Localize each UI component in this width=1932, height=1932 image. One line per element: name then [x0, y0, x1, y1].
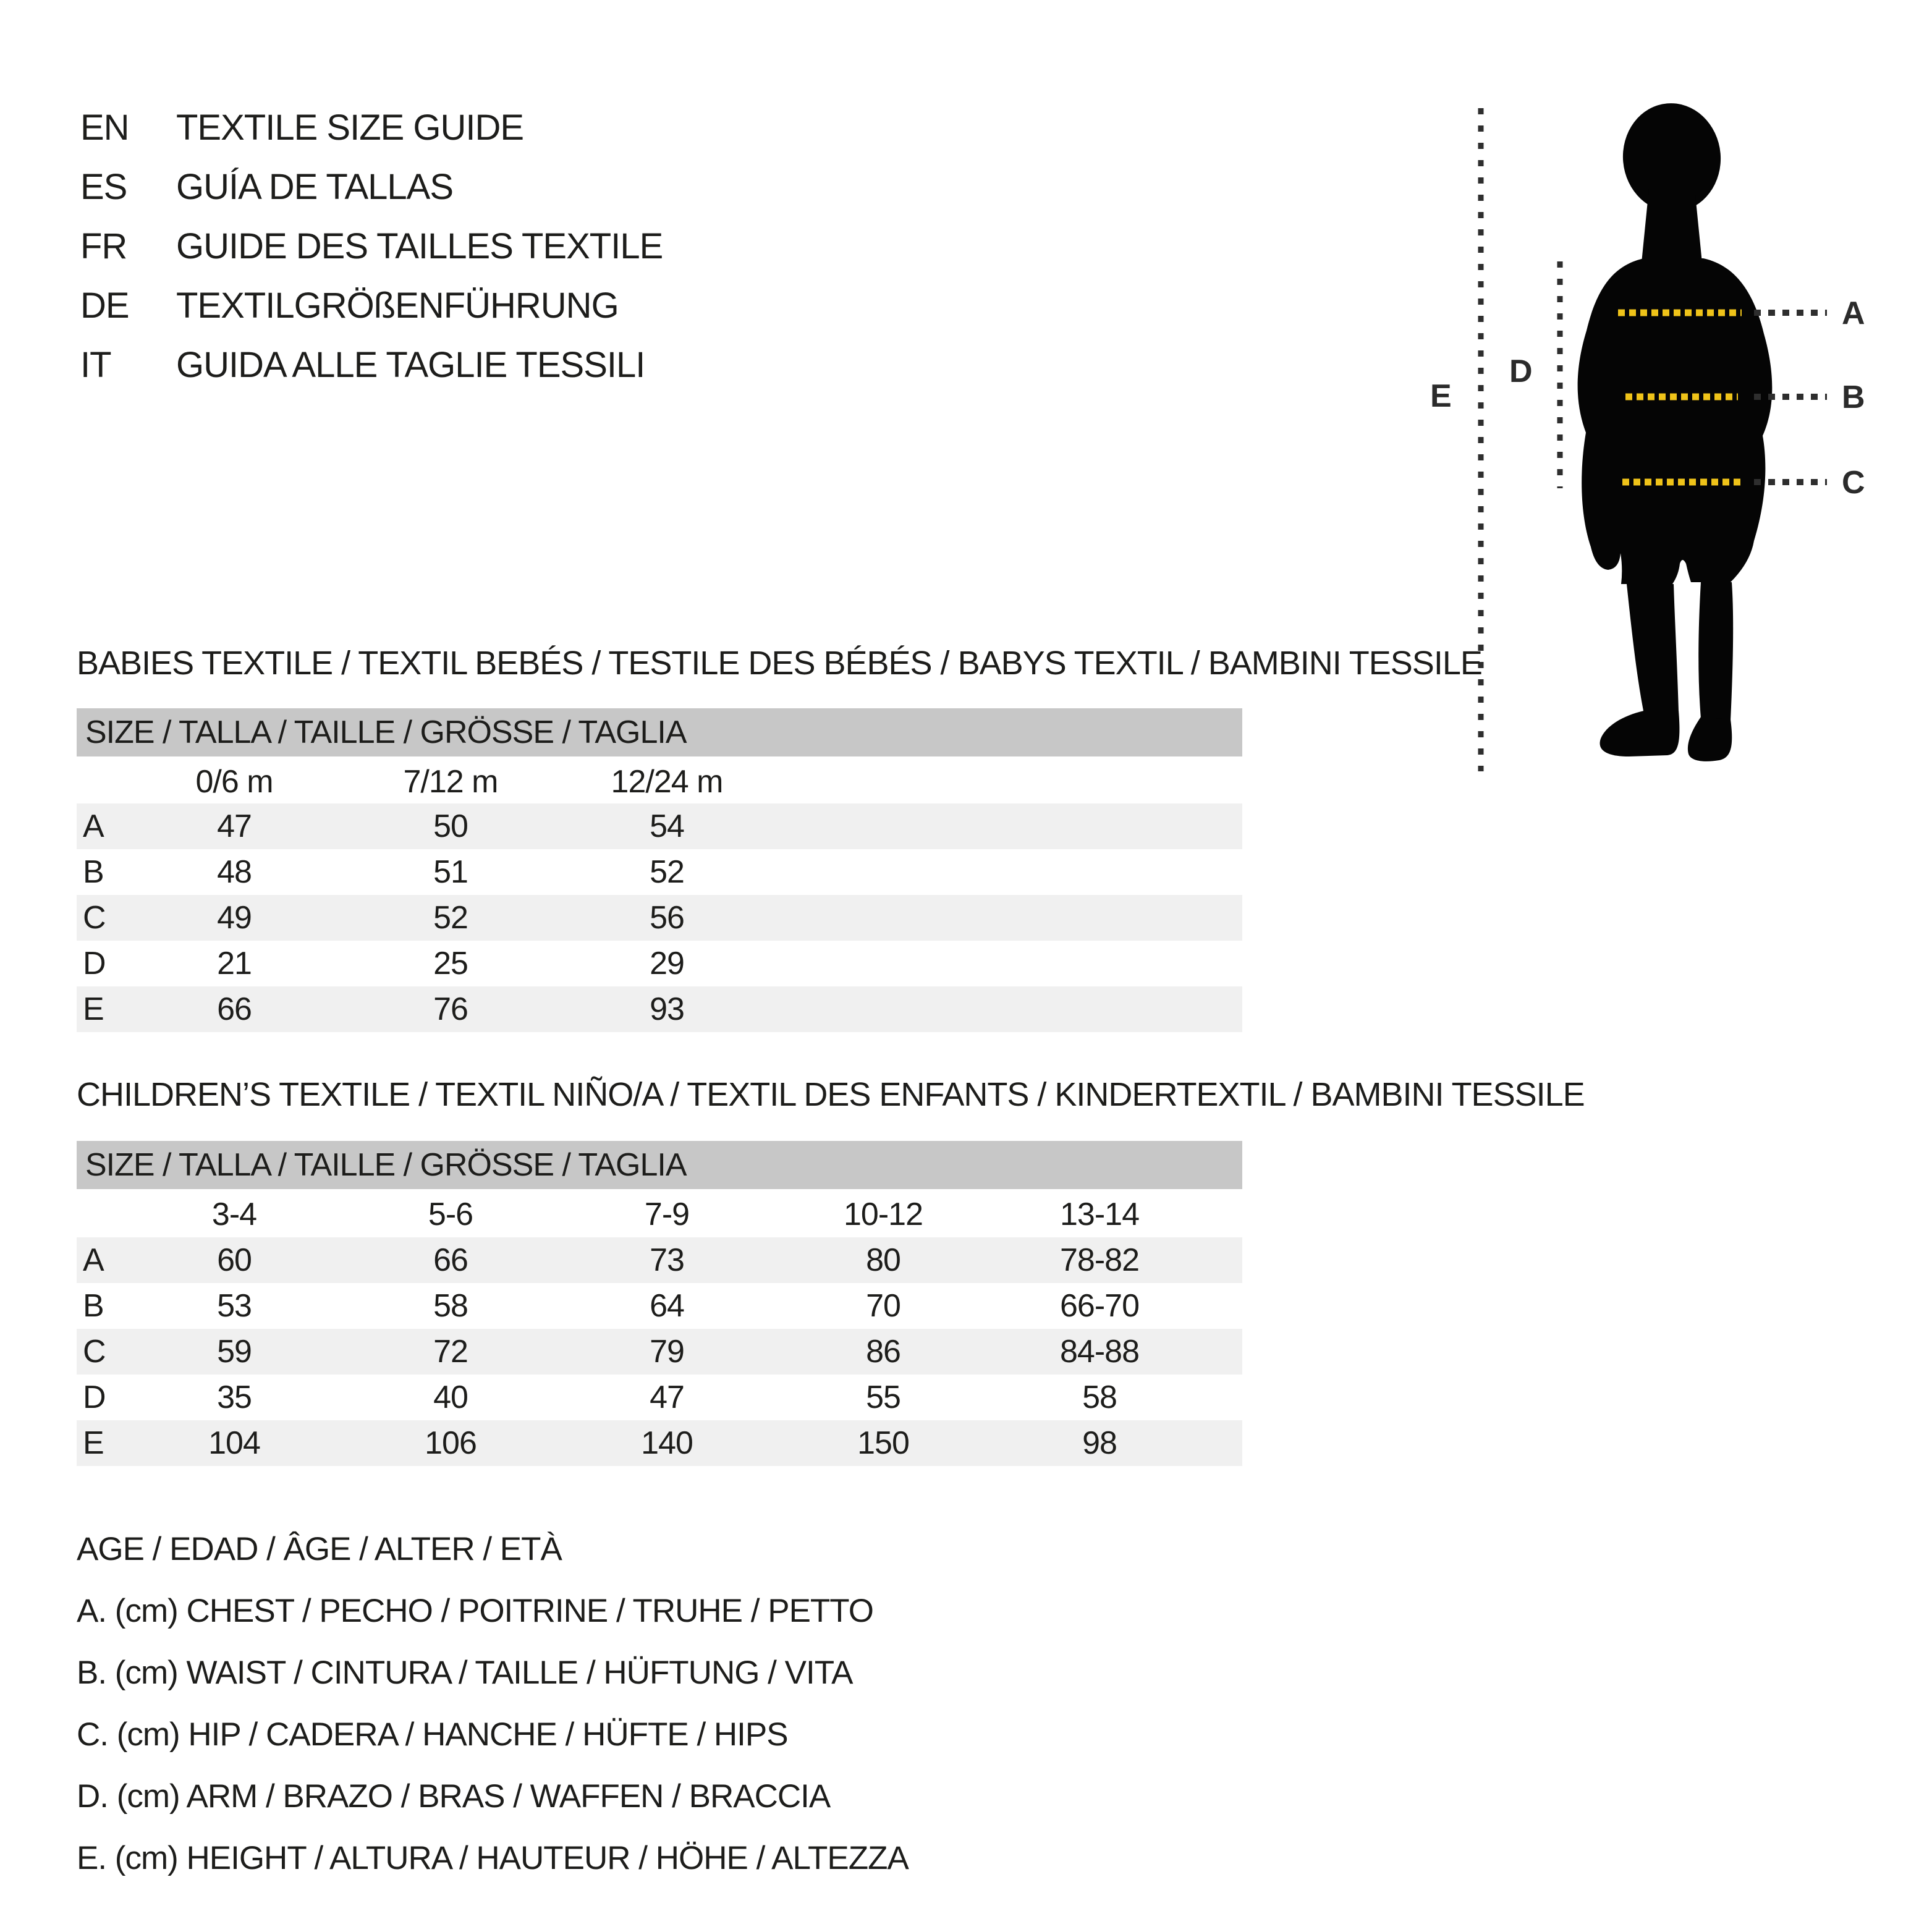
cell: 53: [217, 1288, 252, 1324]
row-label: E: [83, 991, 104, 1027]
lang-title: GUIDA ALLE TAGLIE TESSILI: [176, 344, 645, 385]
silhouette-left-leg: [1627, 584, 1679, 714]
babies-size-header-text: SIZE / TALLA / TAILLE / GRÖSSE / TAGLIA: [85, 714, 687, 750]
lang-code: ES: [80, 166, 127, 207]
table-row: [77, 986, 1242, 1032]
legend-arm: D. (cm) ARM / BRAZO / BRAS / WAFFEN / BRACCIA: [77, 1777, 831, 1815]
table-row: [77, 1420, 1242, 1466]
measurement-figure: [1409, 74, 1932, 822]
table-row: [77, 1329, 1242, 1375]
cell: 58: [1082, 1379, 1117, 1415]
children-col-7-9: 7-9: [644, 1197, 690, 1232]
lang-title: GUIDE DES TAILLES TEXTILE: [176, 226, 663, 266]
measurement-legend: [77, 1518, 909, 1889]
children-col-10-12: 10-12: [844, 1197, 923, 1232]
lang-row-es: [80, 157, 663, 216]
cell: 79: [650, 1334, 684, 1370]
table-row: [77, 895, 1242, 941]
row-label: C: [83, 1334, 106, 1370]
lang-code: IT: [80, 344, 111, 385]
cell: 66: [433, 1242, 468, 1278]
lang-row-it: [80, 335, 663, 394]
cell: 59: [217, 1334, 252, 1370]
cell: 72: [433, 1334, 468, 1370]
babies-col-0-6m: 0/6 m: [195, 764, 273, 800]
lang-title: TEXTILGRÖßENFÜHRUNG: [176, 285, 619, 326]
table-row: [77, 941, 1242, 986]
lang-row-en: [80, 98, 663, 157]
language-title-list: [80, 98, 663, 394]
silhouette-left-shoe: [1600, 711, 1680, 756]
row-label: A: [83, 1242, 104, 1278]
cell: 86: [866, 1334, 900, 1370]
cell: 98: [1082, 1425, 1117, 1461]
table-row: [77, 1237, 1242, 1283]
cell: 56: [650, 900, 684, 936]
cell: 150: [857, 1425, 909, 1461]
cell: 66: [217, 991, 252, 1027]
children-col-13-14: 13-14: [1060, 1197, 1139, 1232]
babies-col-12-24m: 12/24 m: [611, 764, 723, 800]
row-label: D: [83, 946, 106, 981]
cell: 50: [433, 808, 468, 844]
cell: 40: [433, 1379, 468, 1415]
children-size-header-text: SIZE / TALLA / TAILLE / GRÖSSE / TAGLIA: [85, 1147, 687, 1183]
cell: 54: [650, 808, 684, 844]
legend-age: AGE / EDAD / ÂGE / ALTER / ETÀ: [77, 1530, 562, 1567]
cell: 35: [217, 1379, 252, 1415]
legend-height: E. (cm) HEIGHT / ALTURA / HAUTEUR / HÖHE / ALTEZZA: [77, 1839, 909, 1876]
cell: 21: [217, 946, 252, 981]
cell: 78-82: [1060, 1242, 1139, 1278]
row-label: A: [83, 808, 104, 844]
cell: 76: [433, 991, 468, 1027]
cell: 52: [650, 854, 684, 890]
row-label: B: [83, 1288, 104, 1324]
cell: 29: [650, 946, 684, 981]
lang-code: DE: [80, 285, 129, 326]
legend-waist: B. (cm) WAIST / CINTURA / TAILLE / HÜFTUNG / VITA: [77, 1654, 853, 1691]
cell: 58: [433, 1288, 468, 1324]
table-row: [77, 803, 1242, 849]
children-section-title: CHILDREN’S TEXTILE / TEXTIL NIÑO/A / TEXTIL DES ENFANTS / KINDERTEXTIL / BAMBINI TESSILE: [77, 1076, 1585, 1113]
legend-hip: C. (cm) HIP / CADERA / HANCHE / HÜFTE / HIPS: [77, 1716, 788, 1753]
lang-row-de: [80, 276, 663, 335]
silhouette-right-shoe: [1688, 717, 1732, 761]
cell: 25: [433, 946, 468, 981]
lang-code: FR: [80, 226, 127, 266]
cell: 106: [425, 1425, 477, 1461]
cell: 47: [217, 808, 252, 844]
children-col-3-4: 3-4: [211, 1197, 257, 1232]
row-label: D: [83, 1379, 106, 1415]
cell: 47: [650, 1379, 684, 1415]
cell: 66-70: [1060, 1288, 1139, 1324]
cell: 73: [650, 1242, 684, 1278]
row-label: E: [83, 1425, 104, 1461]
babies-table: [77, 803, 1242, 1032]
lang-row-fr: [80, 216, 663, 276]
cell: 70: [866, 1288, 900, 1324]
silhouette-torso: [1578, 258, 1773, 584]
babies-size-header-bar: [77, 708, 1242, 756]
cell: 55: [866, 1379, 900, 1415]
marker-label-a: A: [1842, 295, 1865, 331]
lang-code: EN: [80, 107, 129, 148]
silhouette-neck: [1642, 189, 1702, 263]
cell: 64: [650, 1288, 684, 1324]
cell: 140: [641, 1425, 693, 1461]
table-row: [77, 1375, 1242, 1420]
cell: 52: [433, 900, 468, 936]
cell: 48: [217, 854, 252, 890]
children-size-header-bar: [77, 1141, 1242, 1189]
children-column-headers: [77, 1194, 1242, 1235]
table-row: [77, 849, 1242, 895]
cell: 51: [433, 854, 468, 890]
cell: 84-88: [1060, 1334, 1139, 1370]
row-label: B: [83, 854, 104, 890]
babies-section-title: BABIES TEXTILE / TEXTIL BEBÉS / TESTILE DES BÉBÉS / BABYS TEXTIL / BAMBINI TESSILE: [77, 645, 1482, 682]
children-table: [77, 1237, 1242, 1466]
child-silhouette: [1578, 99, 1773, 761]
lang-title: TEXTILE SIZE GUIDE: [176, 107, 524, 148]
marker-label-e: E: [1430, 378, 1451, 414]
children-col-5-6: 5-6: [428, 1197, 473, 1232]
cell: 49: [217, 900, 252, 936]
cell: 93: [650, 991, 684, 1027]
legend-chest: A. (cm) CHEST / PECHO / POITRINE / TRUHE / PETTO: [77, 1592, 873, 1629]
babies-column-headers: [77, 761, 1242, 802]
cell: 104: [208, 1425, 260, 1461]
marker-label-d: D: [1509, 354, 1532, 389]
lang-title: GUÍA DE TALLAS: [176, 166, 454, 207]
silhouette-right-leg: [1698, 582, 1733, 721]
marker-label-c: C: [1842, 465, 1865, 501]
table-row: [77, 1283, 1242, 1329]
cell: 60: [217, 1242, 252, 1278]
marker-label-b: B: [1842, 379, 1865, 415]
row-label: C: [83, 900, 106, 936]
cell: 80: [866, 1242, 900, 1278]
babies-col-7-12m: 7/12 m: [403, 764, 498, 800]
